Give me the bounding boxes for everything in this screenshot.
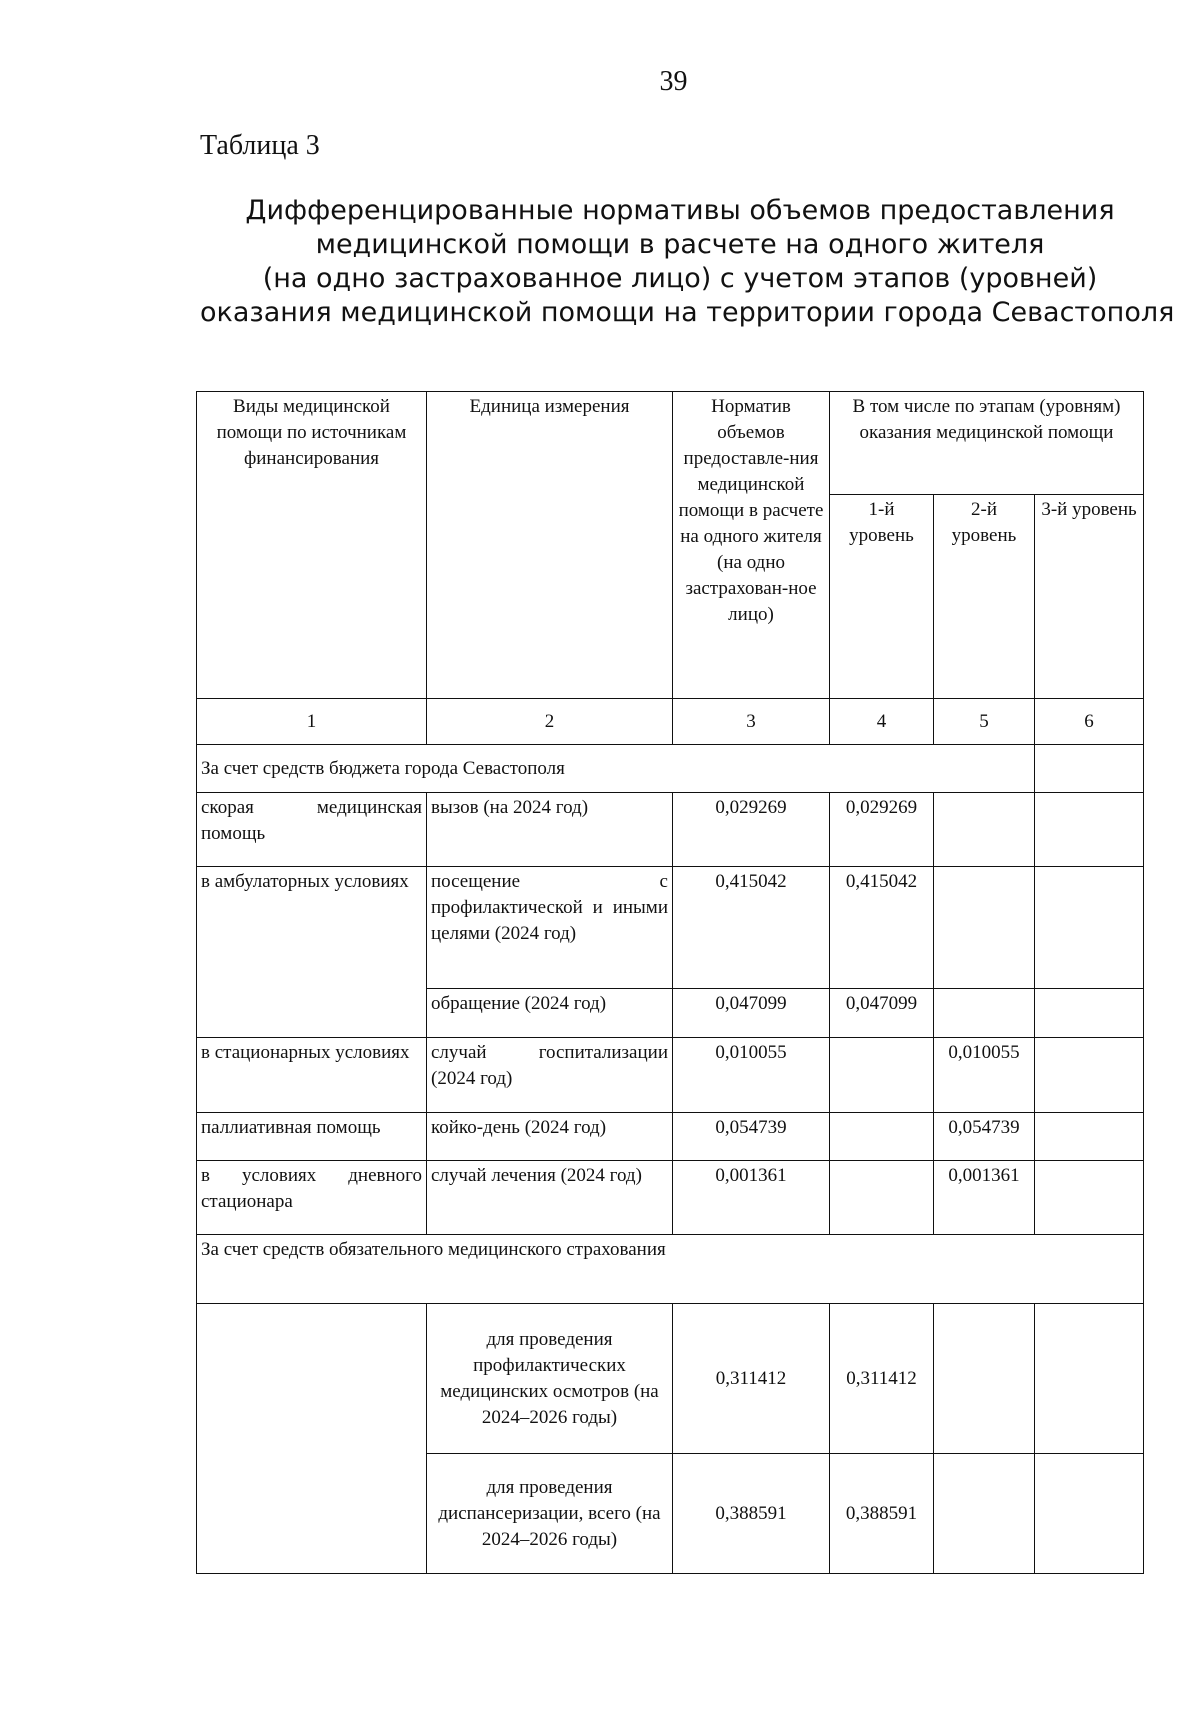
row-level-1: 0,047099 [830,989,934,1038]
empty-cell [197,1304,427,1574]
row-unit: вызов (на 2024 год) [427,793,673,867]
row-level-1: 0,388591 [830,1454,934,1574]
header-level-2: 2-й уровень [934,495,1035,699]
empty-cell [1035,1161,1144,1235]
column-number: 5 [934,699,1035,745]
table-row [197,793,1144,867]
row-norm: 0,415042 [673,867,830,989]
row-unit: для проведения профилактических медицинских осмотров (на 2024–2026 годы) [427,1304,673,1454]
header-levels: В том числе по этапам (уровням) оказания медицинской помощи [830,392,1144,495]
empty-cell [1035,745,1144,793]
row-type: в стационарных условиях [197,1038,427,1113]
section-budget: За счет средств бюджета города Севастополя [197,745,1035,793]
column-number: 3 [673,699,830,745]
row-level-2: 0,001361 [934,1161,1035,1235]
title-line: (на одно застрахованное лицо) с учетом этапов (уровней) [262,263,1098,294]
row-type: паллиативная помощь [197,1113,427,1161]
title-line: медицинской помощи в расчете на одного жителя [315,229,1045,260]
row-norm: 0,388591 [673,1454,830,1574]
empty-cell [1035,1038,1144,1113]
empty-cell [1035,1113,1144,1161]
column-number: 1 [197,699,427,745]
row-unit: для проведения диспансеризации, всего (на 2024–2026 годы) [427,1454,673,1574]
empty-cell [934,867,1035,989]
row-norm: 0,047099 [673,989,830,1038]
header-row [197,392,1144,495]
document-title [200,194,1175,330]
table-row [197,867,1144,989]
row-unit: обращение (2024 год) [427,989,673,1038]
norms-table [196,391,1144,1574]
title-line: оказания медицинской помощи на территории города Севастополя [200,297,1175,328]
row-unit: койко-день (2024 год) [427,1113,673,1161]
table-row [197,1161,1144,1235]
row-norm: 0,311412 [673,1304,830,1454]
empty-cell [1035,793,1144,867]
row-norm: 0,001361 [673,1161,830,1235]
row-type: скорая медицинская помощь [197,793,427,867]
table-row [197,1113,1144,1161]
header-level-3: 3-й уровень [1035,495,1144,699]
empty-cell [1035,867,1144,989]
empty-cell [830,1113,934,1161]
row-unit: случай лечения (2024 год) [427,1161,673,1235]
empty-cell [934,793,1035,867]
column-numbers-row [197,699,1144,745]
section-oms: За счет средств обязательного медицинского страхования [197,1235,1144,1304]
column-number: 6 [1035,699,1144,745]
empty-cell [934,1454,1035,1574]
row-unit: посещение с профилактической и иными целями (2024 год) [427,867,673,989]
empty-cell [934,989,1035,1038]
header-type: Виды медицинской помощи по источникам финансирования [197,392,427,699]
table-label: Таблица 3 [200,130,320,161]
row-unit: случай госпитализации (2024 год) [427,1038,673,1113]
row-level-2: 0,054739 [934,1113,1035,1161]
title-line: Дифференцированные нормативы объемов предоставления [245,195,1115,226]
table-row [197,1038,1144,1113]
header-norm: Норматив объемов предоставле-ния медицинской помощи в расчете на одного жителя (на одно застрахован-ное лицо) [673,392,830,699]
row-norm: 0,054739 [673,1113,830,1161]
empty-cell [830,1038,934,1113]
row-norm: 0,029269 [673,793,830,867]
row-level-1: 0,415042 [830,867,934,989]
empty-cell [1035,989,1144,1038]
empty-cell [1035,1454,1144,1574]
header-level-1: 1-й уровень [830,495,934,699]
empty-cell [830,1161,934,1235]
section-row [197,1235,1144,1304]
row-level-1: 0,029269 [830,793,934,867]
header-unit: Единица измерения [427,392,673,699]
row-level-2: 0,010055 [934,1038,1035,1113]
section-row [197,745,1144,793]
row-norm: 0,010055 [673,1038,830,1113]
empty-cell [1035,1304,1144,1454]
table-row [197,1304,1144,1454]
empty-cell [934,1304,1035,1454]
row-type: в условиях дневного стационара [197,1161,427,1235]
page-number: 39 [659,66,688,97]
column-number: 2 [427,699,673,745]
row-type: в амбулаторных условиях [197,867,427,1038]
row-level-1: 0,311412 [830,1304,934,1454]
column-number: 4 [830,699,934,745]
